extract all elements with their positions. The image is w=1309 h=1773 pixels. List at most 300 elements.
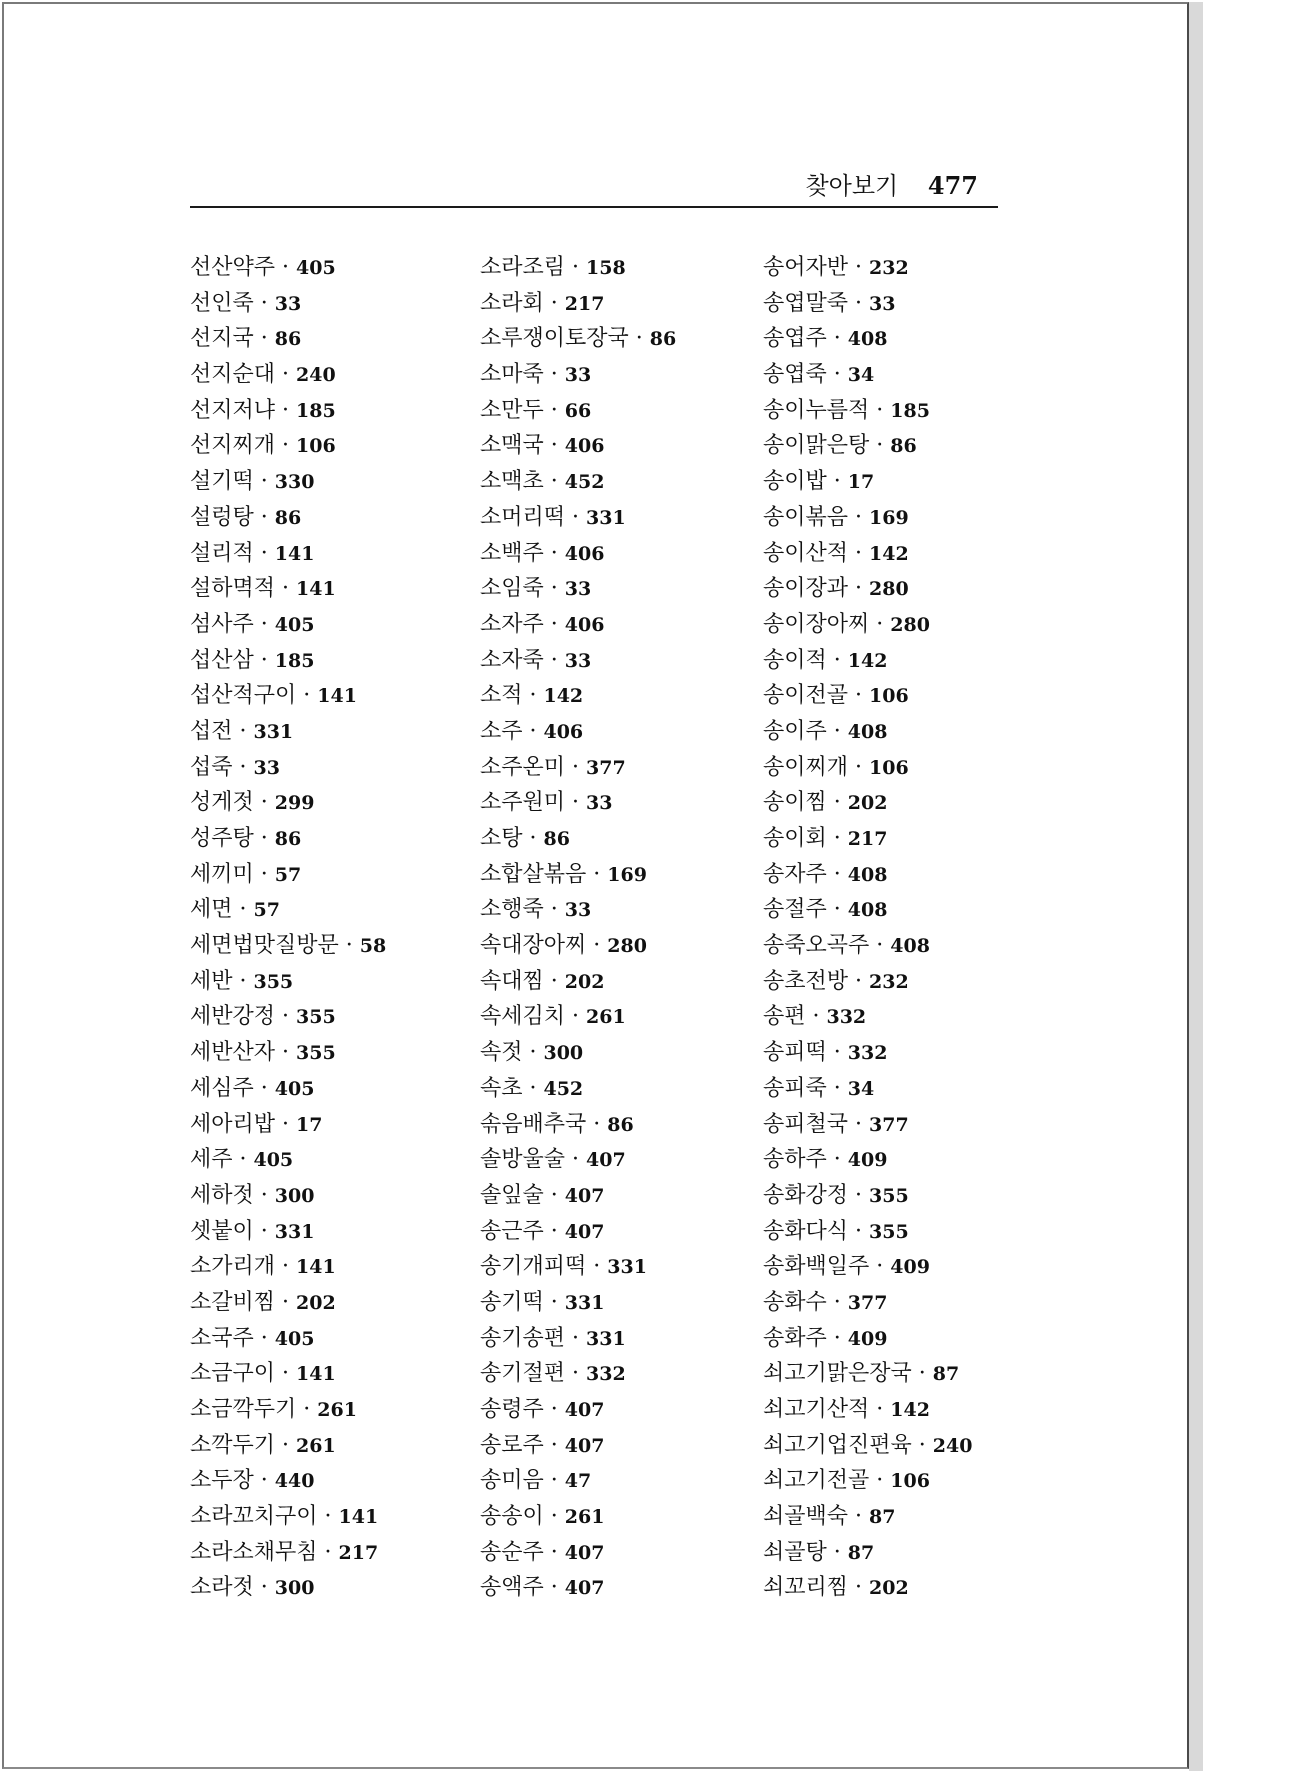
index-entry — [763, 464, 972, 500]
index-entry — [763, 1428, 972, 1464]
entry-name: 세아리밥 · — [190, 1111, 296, 1137]
entry-page: 141 — [296, 1363, 336, 1386]
index-entry — [480, 536, 676, 572]
entry-page: 331 — [564, 1291, 605, 1314]
index-entry — [480, 964, 676, 1000]
entry-name: 쇠고기맑은장국 · — [763, 1361, 933, 1387]
entry-name: 솔방울술 · — [480, 1147, 586, 1173]
entry-page: 58 — [359, 935, 387, 958]
entry-name: 송화다식 · — [763, 1218, 869, 1244]
index-entry — [190, 999, 386, 1035]
index-entry — [190, 821, 386, 857]
entry-page: 408 — [847, 899, 888, 922]
entry-name: 송기절편 · — [480, 1361, 586, 1387]
index-entry — [190, 1570, 386, 1606]
entry-name: 소주온미 · — [480, 754, 586, 780]
index-entry — [190, 1356, 386, 1392]
entry-name: 섭전 · — [190, 718, 254, 744]
index-entry — [763, 1071, 972, 1107]
index-entry — [190, 1035, 386, 1071]
index-entry — [763, 785, 972, 821]
entry-page: 330 — [274, 471, 315, 494]
index-entry — [190, 785, 386, 821]
entry-name: 송이회 · — [763, 826, 848, 851]
entry-name: 세반강정 · — [190, 1004, 296, 1030]
entry-name: 송기개피떡 · — [480, 1254, 608, 1280]
entry-page: 142 — [890, 1399, 930, 1421]
entry-page: 355 — [869, 1220, 909, 1243]
entry-page: 408 — [847, 328, 888, 351]
entry-name: 세하젓 · — [190, 1182, 275, 1208]
entry-page: 408 — [847, 863, 888, 886]
entry-name: 속초 · — [480, 1075, 544, 1101]
entry-name: 솎음배추국 · — [480, 1111, 608, 1137]
index-entry — [480, 1463, 676, 1499]
entry-name: 송이밥 · — [763, 469, 848, 495]
entry-page: 407 — [564, 1399, 605, 1421]
entry-page: 217 — [564, 292, 605, 315]
entry-page: 57 — [253, 899, 280, 922]
index-entry — [480, 999, 676, 1035]
index-entry — [190, 250, 386, 286]
entry-name: 소깍두기 · — [190, 1432, 296, 1458]
entry-name: 소갈비찜 · — [190, 1289, 296, 1315]
entry-name: 송이전골 · — [763, 683, 869, 709]
entry-page: 86 — [649, 328, 677, 351]
entry-page: 169 — [607, 863, 647, 886]
entry-page: 106 — [869, 756, 909, 779]
index-entry — [190, 1249, 386, 1285]
index-entry — [480, 714, 676, 750]
entry-name: 소라조림 · — [480, 255, 586, 280]
entry-page: 406 — [564, 542, 605, 565]
running-header — [190, 166, 998, 206]
entry-name: 세주 · — [190, 1147, 254, 1173]
entry-name: 섭산삼 · — [190, 647, 275, 673]
entry-name: 송이주 · — [763, 718, 848, 744]
entry-name: 소라소채무침 · — [190, 1539, 339, 1565]
entry-page: 355 — [253, 970, 294, 993]
entry-page: 141 — [338, 1506, 379, 1529]
entry-name: 쇠골백숙 · — [763, 1504, 869, 1530]
entry-page: 355 — [296, 1006, 336, 1029]
entry-page: 261 — [564, 1506, 605, 1529]
index-entry — [763, 428, 972, 464]
index-entry — [480, 357, 676, 393]
entry-page: 405 — [296, 257, 336, 279]
index-entry — [190, 714, 386, 750]
entry-page: 331 — [607, 1256, 647, 1279]
entry-name: 성주탕 · — [190, 826, 275, 851]
index-entry — [763, 892, 972, 928]
index-entry — [480, 607, 676, 643]
entry-name: 소적 · — [480, 683, 544, 709]
index-entry — [190, 750, 386, 786]
entry-page: 452 — [564, 471, 605, 494]
entry-page: 355 — [296, 1042, 336, 1065]
index-entry — [190, 964, 386, 1000]
entry-name: 송절주 · — [763, 897, 848, 923]
entry-name: 소탕 · — [480, 826, 544, 851]
entry-page: 86 — [607, 1113, 634, 1136]
entry-name: 쇠고기업진편육 · — [763, 1432, 933, 1458]
entry-page: 377 — [869, 1113, 909, 1136]
entry-name: 속세김치 · — [480, 1004, 586, 1030]
entry-name: 소국주 · — [190, 1325, 275, 1351]
page-edge-shadow — [1189, 2, 1203, 1771]
entry-name: 송송이 · — [480, 1504, 565, 1530]
entry-page: 407 — [564, 1434, 605, 1457]
index-entry — [480, 1249, 676, 1285]
entry-page: 141 — [274, 542, 315, 565]
entry-name: 송피죽 · — [763, 1075, 848, 1101]
entry-page: 261 — [296, 1434, 336, 1457]
entry-name: 세반산자 · — [190, 1040, 296, 1066]
index-entry — [763, 1178, 972, 1214]
index-title: 찾아보기 — [805, 172, 899, 200]
entry-page: 86 — [890, 435, 917, 458]
entry-page: 141 — [296, 578, 336, 601]
index-entry — [480, 1428, 676, 1464]
entry-name: 송이찌개 · — [763, 754, 869, 780]
index-entry — [190, 500, 386, 536]
index-entry — [763, 607, 972, 643]
entry-name: 송하주 · — [763, 1147, 848, 1173]
entry-page: 407 — [564, 1541, 605, 1564]
index-entry — [190, 286, 386, 322]
index-entry — [480, 678, 676, 714]
index-entry — [763, 857, 972, 893]
entry-page: 406 — [564, 613, 605, 636]
index-entry — [763, 286, 972, 322]
index-entry — [480, 1214, 676, 1250]
entry-name: 송편 · — [763, 1004, 827, 1030]
index-entry — [190, 428, 386, 464]
index-entry — [190, 1285, 386, 1321]
entry-page: 141 — [317, 685, 357, 708]
entry-name: 송근주 · — [480, 1218, 565, 1244]
index-entry — [763, 1321, 972, 1357]
entry-name: 소맥초 · — [480, 469, 565, 495]
entry-page: 407 — [564, 1577, 605, 1600]
entry-page: 407 — [564, 1220, 605, 1243]
index-entry — [480, 1142, 676, 1178]
index-entry — [763, 964, 972, 1000]
index-entry — [763, 1570, 972, 1606]
index-entry — [763, 1356, 972, 1392]
index-entry — [480, 1178, 676, 1214]
entry-page: 217 — [847, 828, 888, 850]
entry-page: 331 — [274, 1220, 315, 1243]
entry-name: 송어자반 · — [763, 255, 869, 280]
entry-page: 407 — [586, 1149, 626, 1172]
entry-page: 34 — [847, 1077, 875, 1100]
index-entry — [190, 1142, 386, 1178]
index-entry — [190, 1107, 386, 1143]
entry-page: 142 — [869, 542, 909, 565]
index-entry — [480, 1392, 676, 1428]
entry-page: 47 — [564, 1470, 592, 1493]
entry-name: 선지국 · — [190, 326, 275, 352]
entry-page: 409 — [890, 1256, 930, 1279]
entry-name: 송엽말죽 · — [763, 290, 869, 316]
index-entry — [190, 1463, 386, 1499]
entry-page: 86 — [274, 828, 302, 850]
index-entry — [763, 928, 972, 964]
index-entry — [190, 1178, 386, 1214]
entry-name: 소합살볶음 · — [480, 861, 608, 887]
entry-page: 232 — [869, 257, 909, 279]
entry-name: 송죽오곡주 · — [763, 933, 891, 959]
entry-page: 86 — [274, 506, 302, 529]
entry-page: 142 — [543, 685, 584, 708]
entry-name: 소행죽 · — [480, 897, 565, 923]
index-entry — [763, 500, 972, 536]
index-entry — [190, 678, 386, 714]
entry-name: 송순주 · — [480, 1539, 565, 1565]
index-entry — [480, 286, 676, 322]
entry-name: 셋붙이 · — [190, 1218, 275, 1244]
entry-page: 406 — [543, 720, 584, 743]
entry-page: 33 — [586, 792, 613, 815]
index-entry — [190, 1392, 386, 1428]
entry-name: 선지저냐 · — [190, 397, 296, 423]
entry-page: 66 — [564, 399, 592, 422]
entry-page: 33 — [564, 364, 592, 387]
index-entry — [763, 1214, 972, 1250]
index-entry — [190, 536, 386, 572]
entry-page: 405 — [274, 1327, 315, 1350]
header-text — [806, 166, 979, 201]
entry-page: 406 — [564, 435, 605, 458]
entry-name: 송액주 · — [480, 1575, 565, 1601]
entry-page: 331 — [586, 1327, 626, 1350]
index-column-1 — [190, 250, 386, 1606]
entry-name: 송자주 · — [763, 861, 848, 887]
index-entry — [763, 1499, 972, 1535]
entry-name: 송미음 · — [480, 1468, 565, 1494]
entry-page: 452 — [543, 1077, 584, 1100]
entry-name: 섭산적구이 · — [190, 683, 318, 709]
index-entry — [480, 821, 676, 857]
index-entry — [763, 1142, 972, 1178]
entry-name: 송이볶음 · — [763, 504, 869, 530]
entry-name: 소라꼬치구이 · — [190, 1504, 339, 1530]
index-entry — [190, 607, 386, 643]
entry-page: 405 — [274, 1077, 315, 1100]
header-rule — [190, 206, 998, 208]
entry-page: 202 — [847, 792, 888, 815]
index-entry — [763, 643, 972, 679]
entry-name: 쇠꼬리찜 · — [763, 1575, 869, 1601]
entry-page: 33 — [253, 756, 280, 779]
entry-page: 261 — [586, 1006, 626, 1029]
index-entry — [190, 464, 386, 500]
entry-name: 송엽주 · — [763, 326, 848, 352]
entry-page: 280 — [607, 935, 647, 958]
index-entry — [190, 393, 386, 429]
entry-name: 성게젓 · — [190, 790, 275, 816]
entry-page: 331 — [253, 720, 294, 743]
entry-name: 송피떡 · — [763, 1040, 848, 1066]
entry-name: 송피철국 · — [763, 1111, 869, 1137]
entry-page: 232 — [869, 970, 909, 993]
entry-name: 섭죽 · — [190, 754, 254, 780]
page-number: 477 — [927, 171, 978, 200]
index-entry — [190, 1071, 386, 1107]
entry-page: 409 — [847, 1149, 888, 1172]
entry-name: 송이장과 · — [763, 576, 869, 602]
entry-page: 33 — [869, 292, 896, 315]
index-entry — [480, 1535, 676, 1571]
entry-page: 185 — [274, 649, 315, 672]
entry-name: 송이찜 · — [763, 790, 848, 816]
entry-name: 송이누름적 · — [763, 397, 891, 423]
entry-name: 속대찜 · — [480, 968, 565, 994]
index-entry — [763, 536, 972, 572]
index-entry — [480, 892, 676, 928]
entry-name: 소루쟁이토장국 · — [480, 326, 650, 352]
entry-name: 섬사주 · — [190, 611, 275, 637]
entry-name: 송화백일주 · — [763, 1254, 891, 1280]
entry-name: 소자주 · — [480, 611, 565, 637]
entry-name: 소두장 · — [190, 1468, 275, 1494]
entry-page: 300 — [274, 1184, 315, 1207]
entry-page: 17 — [296, 1113, 323, 1136]
index-entry — [763, 999, 972, 1035]
entry-page: 331 — [586, 506, 626, 529]
index-entry — [190, 1321, 386, 1357]
entry-name: 송화수 · — [763, 1289, 848, 1315]
entry-name: 소가리개 · — [190, 1254, 296, 1280]
entry-page: 106 — [869, 685, 909, 708]
index-entry — [763, 821, 972, 857]
entry-page: 217 — [338, 1541, 379, 1564]
entry-page: 87 — [932, 1363, 960, 1386]
index-entry — [480, 1071, 676, 1107]
entry-name: 소라회 · — [480, 290, 565, 316]
index-entry — [190, 857, 386, 893]
entry-name: 소자죽 · — [480, 647, 565, 673]
index-entry — [480, 393, 676, 429]
index-entry — [480, 1570, 676, 1606]
index-entry — [190, 928, 386, 964]
entry-name: 송엽죽 · — [763, 362, 848, 388]
index-entry — [480, 1321, 676, 1357]
entry-name: 소맥국 · — [480, 433, 565, 459]
entry-page: 185 — [890, 399, 930, 422]
entry-page: 87 — [869, 1506, 896, 1529]
index-column-2 — [480, 250, 676, 1606]
entry-page: 106 — [296, 435, 336, 458]
index-entry — [763, 250, 972, 286]
entry-name: 쇠골탕 · — [763, 1539, 848, 1565]
entry-name: 설렁탕 · — [190, 504, 275, 530]
index-entry — [763, 1285, 972, 1321]
entry-name: 소임죽 · — [480, 576, 565, 602]
entry-page: 332 — [847, 1042, 888, 1065]
entry-page: 405 — [253, 1149, 294, 1172]
entry-name: 선지찌개 · — [190, 433, 296, 459]
index-entry — [480, 643, 676, 679]
index-entry — [480, 321, 676, 357]
entry-name: 설기떡 · — [190, 469, 275, 495]
index-entry — [480, 857, 676, 893]
index-entry — [190, 1499, 386, 1535]
index-entry — [190, 1535, 386, 1571]
index-entry — [763, 1463, 972, 1499]
entry-name: 쇠고기산적 · — [763, 1397, 891, 1422]
index-entry — [480, 1035, 676, 1071]
entry-page: 300 — [543, 1042, 584, 1065]
index-entry — [763, 1107, 972, 1143]
entry-name: 세면법맛질방문 · — [190, 933, 360, 959]
entry-page: 355 — [869, 1184, 909, 1207]
index-entry — [480, 1107, 676, 1143]
index-entry — [480, 464, 676, 500]
entry-page: 261 — [317, 1399, 357, 1421]
entry-name: 세면 · — [190, 897, 254, 923]
entry-page: 34 — [847, 364, 875, 387]
index-entry — [480, 500, 676, 536]
entry-name: 송령주 · — [480, 1397, 565, 1422]
entry-page: 57 — [274, 863, 302, 886]
entry-page: 202 — [564, 970, 605, 993]
entry-page: 300 — [274, 1577, 315, 1600]
entry-page: 332 — [826, 1006, 867, 1029]
index-entry — [190, 571, 386, 607]
entry-page: 408 — [890, 935, 930, 958]
entry-page: 409 — [847, 1327, 888, 1350]
index-entry — [190, 1428, 386, 1464]
entry-name: 소금깍두기 · — [190, 1397, 318, 1422]
entry-name: 속젓 · — [480, 1040, 544, 1066]
entry-page: 158 — [586, 257, 626, 279]
entry-page: 280 — [890, 613, 930, 636]
entry-page: 33 — [564, 899, 592, 922]
index-column-3 — [763, 250, 972, 1606]
entry-page: 408 — [847, 720, 888, 743]
entry-name: 소금구이 · — [190, 1361, 296, 1387]
entry-name: 설리적 · — [190, 540, 275, 566]
entry-page: 299 — [274, 792, 315, 815]
entry-name: 소머리떡 · — [480, 504, 586, 530]
entry-page: 33 — [564, 649, 592, 672]
entry-name: 세끼미 · — [190, 861, 275, 887]
entry-page: 17 — [847, 471, 875, 494]
entry-name: 소마죽 · — [480, 362, 565, 388]
entry-page: 440 — [274, 1470, 315, 1493]
entry-name: 송기떡 · — [480, 1289, 565, 1315]
entry-name: 송이적 · — [763, 647, 848, 673]
index-entry — [763, 678, 972, 714]
entry-name: 솔잎술 · — [480, 1182, 565, 1208]
index-entry — [763, 714, 972, 750]
index-entry — [763, 321, 972, 357]
entry-page: 33 — [274, 292, 302, 315]
index-entry — [190, 357, 386, 393]
entry-page: 407 — [564, 1184, 605, 1207]
index-entry — [763, 1535, 972, 1571]
entry-page: 141 — [296, 1256, 336, 1279]
entry-name: 속대장아찌 · — [480, 933, 608, 959]
index-entry — [480, 928, 676, 964]
entry-name: 송이장아찌 · — [763, 611, 891, 637]
entry-name: 송초전방 · — [763, 968, 869, 994]
entry-page: 202 — [296, 1291, 336, 1314]
entry-page: 169 — [869, 506, 909, 529]
entry-page: 185 — [296, 399, 336, 422]
